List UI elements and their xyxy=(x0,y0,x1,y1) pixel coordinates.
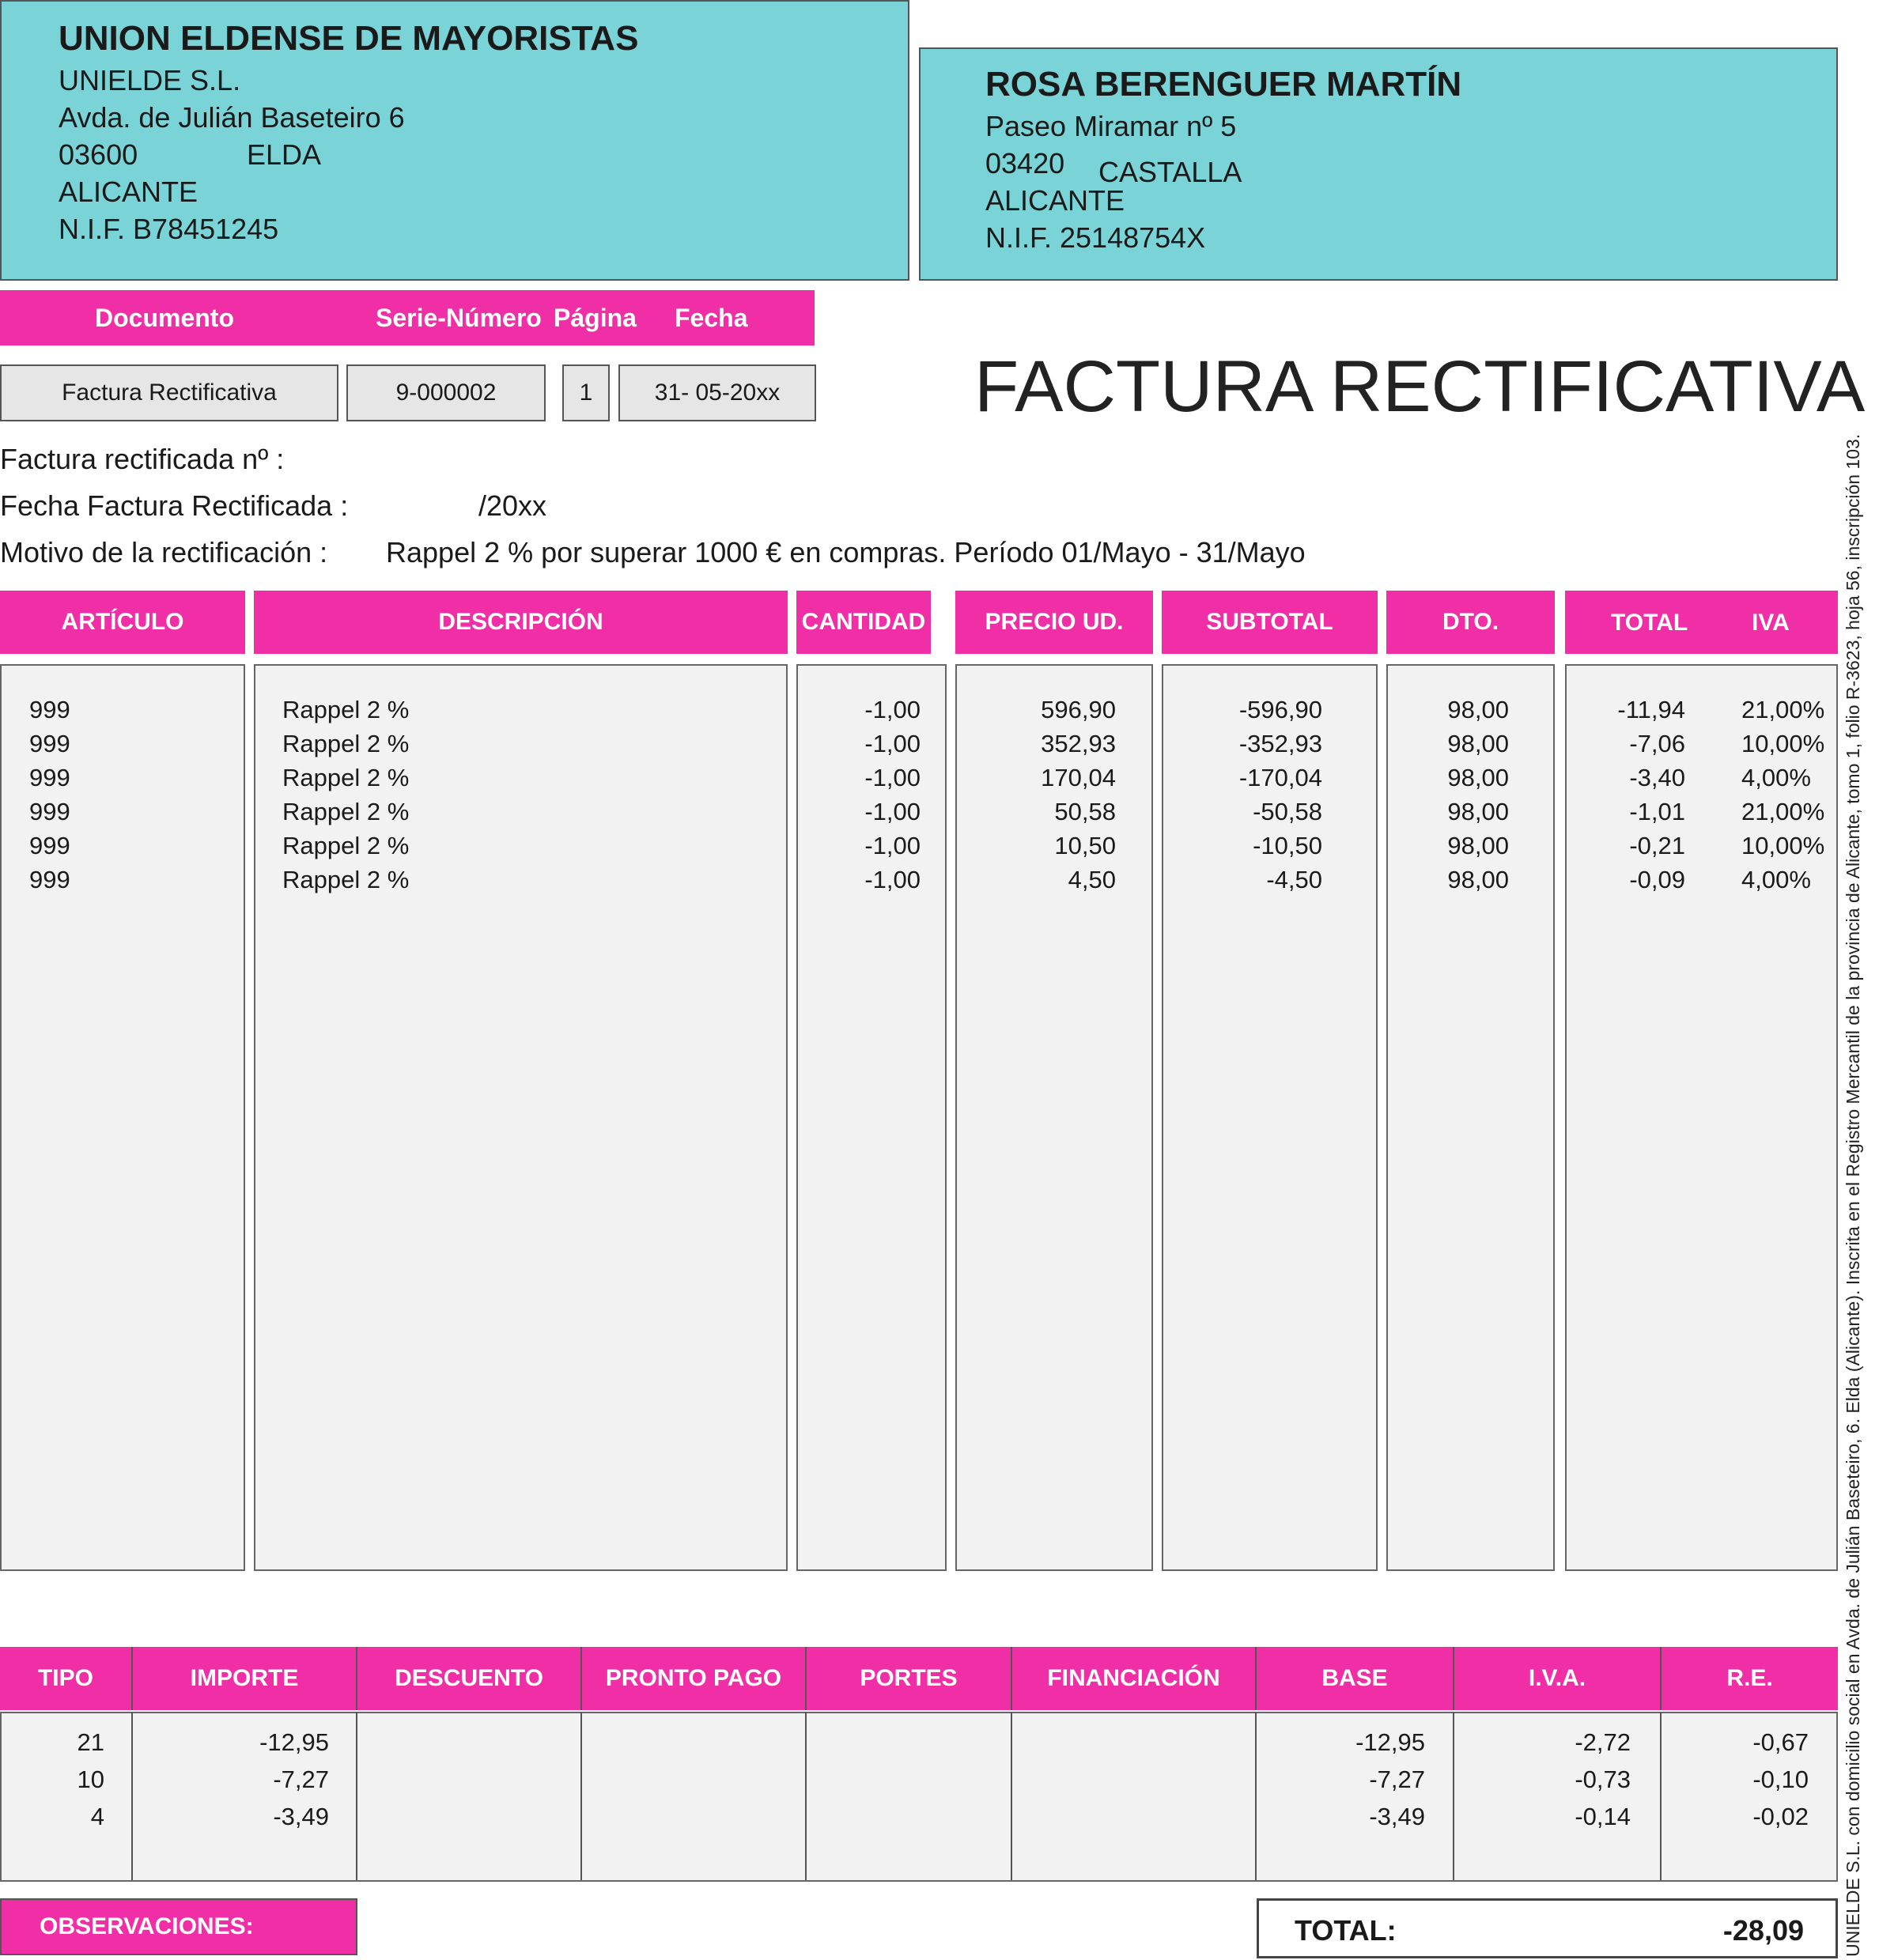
summary-header-financiacion: FINANCIACIÓN xyxy=(1012,1647,1257,1710)
recipient-box xyxy=(919,47,1838,281)
col-header-subtotal: SUBTOTAL xyxy=(1162,591,1378,654)
summary-header-importe: IMPORTE xyxy=(133,1647,357,1710)
cell-subtotal: -170,04 xyxy=(1238,764,1322,791)
doc-header-serie: Serie-Número xyxy=(376,303,542,332)
legal-note: UNIELDE S.L. con domicilio social en Avda. de Julián Baseteiro, 6. Elda (Alicante). Inscrita en el Registro Mercantil de la provincia de Alicante, tomo 1, folio R-3623, hoja 56, inscripción 103. xyxy=(1843,433,1863,1957)
cell-descripcion: Rappel 2 % xyxy=(282,764,410,791)
summary-col-divider xyxy=(582,1712,807,1880)
total-label: TOTAL: xyxy=(1295,1914,1397,1947)
cell-total: -1,01 xyxy=(1629,798,1685,825)
summary-iva: -0,73 xyxy=(1575,1766,1631,1793)
cell-precio: 50,58 xyxy=(1054,798,1116,825)
cell-articulo: 999 xyxy=(29,798,70,825)
cell-dto: 98,00 xyxy=(1447,764,1509,791)
document-header-bar xyxy=(0,290,815,346)
cell-total: -7,06 xyxy=(1629,730,1685,757)
doc-value-fecha: 31- 05-20xx xyxy=(618,364,816,421)
cell-dto: 98,00 xyxy=(1447,832,1509,859)
cell-cantidad: -1,00 xyxy=(864,764,921,791)
cell-precio: 596,90 xyxy=(1041,696,1116,723)
observaciones-text: OBSERVACIONES: xyxy=(40,1913,254,1939)
sender-zip: 03600 xyxy=(59,138,138,171)
summary-header-descuento: DESCUENTO xyxy=(357,1647,582,1710)
sender-street: Avda. de Julián Baseteiro 6 xyxy=(59,101,405,134)
document-title: FACTURA RECTIFICATIVA xyxy=(974,346,1866,427)
cell-articulo: 999 xyxy=(29,832,70,859)
summary-tipo: 4 xyxy=(90,1803,104,1830)
cell-descripcion: Rappel 2 % xyxy=(282,696,410,723)
cell-total: -3,40 xyxy=(1629,764,1685,791)
recipient-nif: N.I.F. 25148754X xyxy=(985,221,1206,254)
cell-articulo: 999 xyxy=(29,866,70,893)
cell-total: -0,09 xyxy=(1629,866,1685,893)
col-header-total-iva xyxy=(1565,591,1838,654)
doc-header-fecha: Fecha xyxy=(675,303,748,332)
col-header-total: TOTAL xyxy=(1611,610,1688,636)
sender-company: UNIELDE S.L. xyxy=(59,64,241,96)
recipient-province: ALICANTE xyxy=(985,184,1125,217)
rectificada-label: Factura rectificada nº : xyxy=(0,443,285,475)
col-header-precio: PRECIO UD. xyxy=(955,591,1153,654)
summary-header-re: R.E. xyxy=(1662,1647,1838,1710)
cell-descripcion: Rappel 2 % xyxy=(282,866,410,893)
cell-cantidad: -1,00 xyxy=(864,832,921,859)
sender-name: UNION ELDENSE DE MAYORISTAS xyxy=(59,19,639,58)
cell-total: -0,21 xyxy=(1629,832,1685,859)
cell-total: -11,94 xyxy=(1617,696,1685,723)
doc-header-pagina: Página xyxy=(554,303,637,332)
total-box xyxy=(1257,1898,1838,1958)
summary-iva: -2,72 xyxy=(1575,1728,1631,1756)
cell-subtotal: -352,93 xyxy=(1238,730,1322,757)
motivo-value: Rappel 2 % por superar 1000 € en compras. Período 01/Mayo - 31/Mayo xyxy=(386,536,1306,568)
sender-box xyxy=(0,0,909,281)
cell-descripcion: Rappel 2 % xyxy=(282,730,410,757)
summary-header-iva: I.V.A. xyxy=(1454,1647,1662,1710)
col-header-descripcion: DESCRIPCIÓN xyxy=(254,591,788,654)
cell-cantidad: -1,00 xyxy=(864,866,921,893)
summary-re: -0,02 xyxy=(1752,1803,1809,1830)
cell-subtotal: -596,90 xyxy=(1238,696,1322,723)
summary-base: -3,49 xyxy=(1369,1803,1425,1830)
cell-subtotal: -4,50 xyxy=(1266,866,1322,893)
cell-precio: 4,50 xyxy=(1068,866,1116,893)
summary-iva: -0,14 xyxy=(1575,1803,1631,1830)
summary-col-divider xyxy=(1012,1712,1257,1880)
cell-precio: 170,04 xyxy=(1041,764,1116,791)
cell-iva: 4,00% xyxy=(1741,866,1811,893)
summary-importe: -7,27 xyxy=(273,1766,329,1793)
summary-header-base: BASE xyxy=(1257,1647,1454,1710)
sender-city: ELDA xyxy=(247,138,322,171)
fecha-rectificada-value: /20xx xyxy=(478,489,547,522)
cell-iva: 4,00% xyxy=(1741,764,1811,791)
summary-base: -12,95 xyxy=(1355,1728,1425,1756)
cell-iva: 10,00% xyxy=(1741,832,1825,859)
col-header-articulo: ARTÍCULO xyxy=(0,591,245,654)
summary-col-divider xyxy=(357,1712,582,1880)
recipient-name: ROSA BERENGUER MARTÍN xyxy=(985,65,1462,104)
summary-base: -7,27 xyxy=(1369,1766,1425,1793)
cell-subtotal: -50,58 xyxy=(1253,798,1322,825)
col-header-cantidad: CANTIDAD xyxy=(796,591,931,654)
cell-iva: 10,00% xyxy=(1741,730,1825,757)
cell-cantidad: -1,00 xyxy=(864,798,921,825)
summary-re: -0,10 xyxy=(1752,1766,1809,1793)
recipient-zip: 03420 xyxy=(985,147,1065,179)
cell-dto: 98,00 xyxy=(1447,866,1509,893)
summary-header-portes: PORTES xyxy=(807,1647,1012,1710)
total-value: -28,09 xyxy=(1722,1914,1804,1947)
cell-dto: 98,00 xyxy=(1447,798,1509,825)
cell-iva: 21,00% xyxy=(1741,696,1825,723)
cell-cantidad: -1,00 xyxy=(864,696,921,723)
doc-header-documento: Documento xyxy=(95,303,234,332)
sender-province: ALICANTE xyxy=(59,176,198,208)
doc-value-documento: Factura Rectificativa xyxy=(0,364,338,421)
cell-cantidad: -1,00 xyxy=(864,730,921,757)
fecha-rectificada-label: Fecha Factura Rectificada : xyxy=(0,489,349,522)
summary-tipo: 21 xyxy=(77,1728,104,1756)
summary-importe: -3,49 xyxy=(273,1803,329,1830)
cell-descripcion: Rappel 2 % xyxy=(282,832,410,859)
summary-tipo: 10 xyxy=(77,1766,104,1793)
cell-articulo: 999 xyxy=(29,696,70,723)
summary-header-tipo: TIPO xyxy=(0,1647,133,1710)
cell-articulo: 999 xyxy=(29,764,70,791)
doc-value-serie: 9-000002 xyxy=(346,364,546,421)
cell-iva: 21,00% xyxy=(1741,798,1825,825)
cell-precio: 10,50 xyxy=(1054,832,1116,859)
cell-dto: 98,00 xyxy=(1447,730,1509,757)
cell-descripcion: Rappel 2 % xyxy=(282,798,410,825)
summary-re: -0,67 xyxy=(1752,1728,1809,1756)
recipient-city: CASTALLA xyxy=(1098,156,1242,188)
summary-col-divider xyxy=(807,1712,1012,1880)
motivo-label: Motivo de la rectificación : xyxy=(0,536,328,568)
sender-nif: N.I.F. B78451245 xyxy=(59,213,279,245)
cell-subtotal: -10,50 xyxy=(1253,832,1322,859)
observaciones-label xyxy=(0,1898,357,1955)
cell-dto: 98,00 xyxy=(1447,696,1509,723)
cell-precio: 352,93 xyxy=(1041,730,1116,757)
summary-importe: -12,95 xyxy=(259,1728,329,1756)
doc-value-pagina: 1 xyxy=(562,364,610,421)
col-header-iva: IVA xyxy=(1752,610,1790,636)
cell-articulo: 999 xyxy=(29,730,70,757)
recipient-street: Paseo Miramar nº 5 xyxy=(985,110,1237,142)
col-header-dto: DTO. xyxy=(1386,591,1555,654)
summary-header-pronto: PRONTO PAGO xyxy=(582,1647,807,1710)
